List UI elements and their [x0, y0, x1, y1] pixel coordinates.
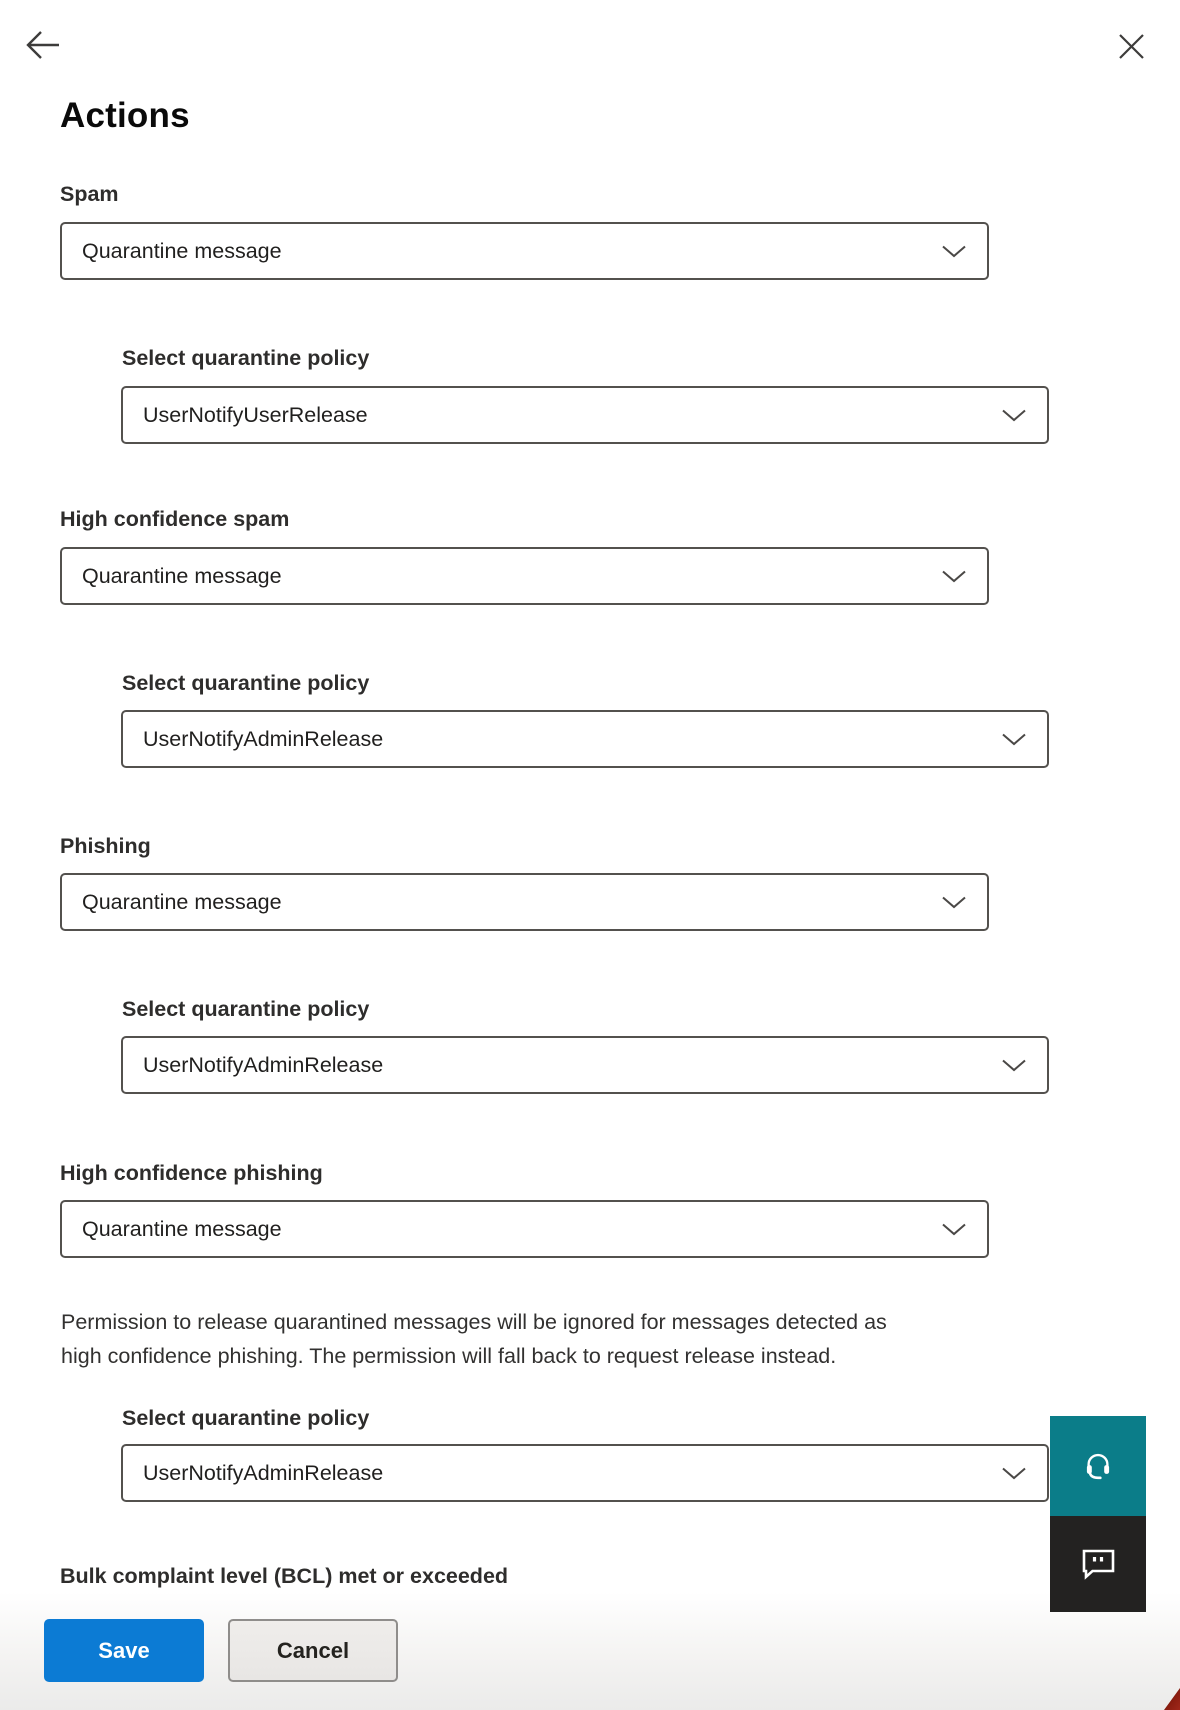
spam-action-dropdown[interactable]: [60, 222, 989, 280]
high-confidence-spam-action-dropdown[interactable]: [60, 547, 989, 605]
chevron-down-icon: [1001, 1467, 1027, 1480]
help-headset-button[interactable]: [1050, 1416, 1146, 1516]
spam-policy-label: Select quarantine policy: [122, 346, 370, 370]
phishing-action-dropdown[interactable]: [60, 873, 989, 931]
high-confidence-phishing-label: High confidence phishing: [60, 1161, 323, 1185]
spam-quarantine-policy-value: UserNotifyUserRelease: [143, 402, 368, 427]
high-confidence-phishing-policy-label: Select quarantine policy: [122, 1406, 370, 1430]
spam-label: Spam: [60, 182, 119, 206]
high-confidence-phishing-quarantine-policy-dropdown[interactable]: [121, 1444, 1049, 1502]
high-confidence-spam-quarantine-policy-value: UserNotifyAdminRelease: [143, 726, 384, 751]
high-confidence-phishing-quarantine-policy-value: UserNotifyAdminRelease: [143, 1460, 384, 1485]
high-confidence-phishing-action-value: Quarantine message: [82, 1216, 282, 1241]
spam-quarantine-policy-dropdown[interactable]: [121, 386, 1049, 444]
spam-action-value: Quarantine message: [82, 238, 282, 263]
phishing-action-value: Quarantine message: [82, 889, 282, 914]
phishing-quarantine-policy-dropdown[interactable]: [121, 1036, 1049, 1094]
cancel-button[interactable]: Cancel: [228, 1619, 398, 1682]
chevron-down-icon: [941, 896, 967, 909]
phishing-label: Phishing: [60, 834, 151, 858]
headset-icon: [1082, 1450, 1114, 1482]
chevron-down-icon: [1001, 1059, 1027, 1072]
high-confidence-phishing-action-dropdown[interactable]: [60, 1200, 989, 1258]
high-confidence-spam-action-value: Quarantine message: [82, 563, 282, 588]
chevron-down-icon: [941, 1223, 967, 1236]
chat-icon: [1078, 1547, 1118, 1581]
note-line-1: Permission to release quarantined messages will be ignored for messages detected as: [61, 1310, 887, 1334]
note-line-2: high confidence phishing. The permission will fall back to request release instead.: [61, 1344, 837, 1368]
close-button[interactable]: [1118, 33, 1145, 60]
arrow-left-icon: [24, 28, 62, 62]
bulk-complaint-level-label: Bulk complaint level (BCL) met or exceeded: [60, 1564, 509, 1588]
high-confidence-spam-label: High confidence spam: [60, 507, 290, 531]
corner-artifact: [1164, 1688, 1180, 1710]
help-chat-button[interactable]: [1050, 1516, 1146, 1612]
high-confidence-phishing-note: [61, 1305, 1151, 1373]
chevron-down-icon: [941, 245, 967, 258]
close-icon: [1118, 33, 1145, 60]
chevron-down-icon: [1001, 733, 1027, 746]
chevron-down-icon: [941, 570, 967, 583]
chevron-down-icon: [1001, 409, 1027, 422]
page-title: Actions: [60, 96, 190, 135]
phishing-quarantine-policy-value: UserNotifyAdminRelease: [143, 1052, 384, 1077]
back-button[interactable]: [24, 28, 62, 62]
save-button[interactable]: Save: [44, 1619, 204, 1682]
high-confidence-spam-policy-label: Select quarantine policy: [122, 671, 370, 695]
phishing-policy-label: Select quarantine policy: [122, 997, 370, 1021]
high-confidence-spam-quarantine-policy-dropdown[interactable]: [121, 710, 1049, 768]
